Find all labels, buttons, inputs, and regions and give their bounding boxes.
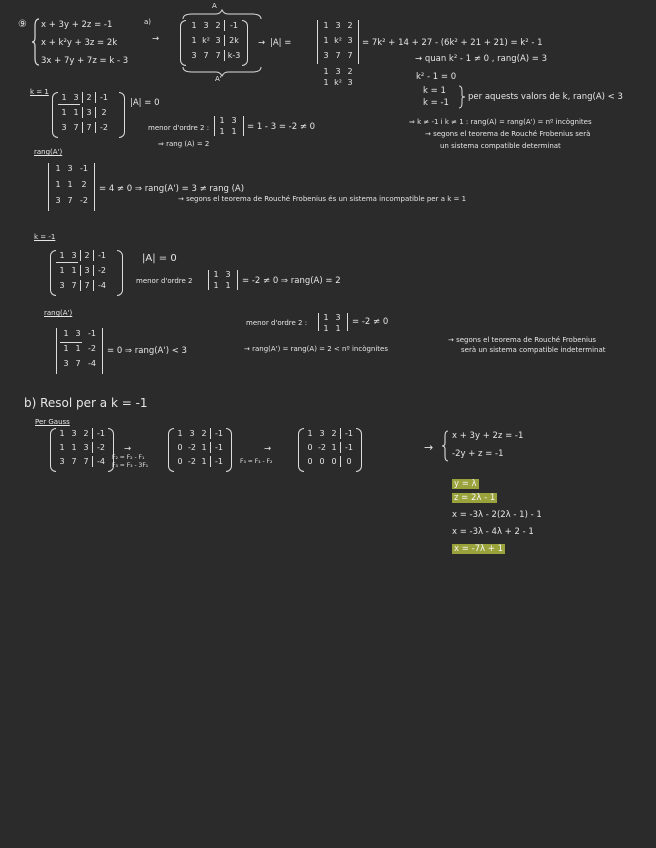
km1-minor-text-2: menor d'ordre 2 :: [246, 319, 308, 327]
case-k1-label: k = 1: [30, 88, 49, 96]
sol-y: y = λ: [454, 479, 477, 489]
k1-minor3: 1 3 -1 1 1 2 3 7 -2: [55, 164, 88, 205]
roots-note: per aquests valors de k, rang(A) < 3: [468, 92, 623, 102]
k1-minor-result: = 1 - 3 = -2 ≠ 0: [247, 122, 316, 132]
aug-matrix-left-paren: [180, 20, 186, 66]
gauss-op-2: F₃ = F₃ - 3F₁: [112, 462, 149, 469]
k1-matrix-right-paren: [119, 92, 125, 138]
k1-minor: 1 3 1 1: [219, 116, 237, 136]
det-matrix: 1 3 2 1 k² 3 3 7 7: [323, 21, 353, 60]
km1-minor2-result: = -2 ≠ 0: [352, 317, 389, 327]
km1-minor3: 1 3 -1 1 1 -2 3 7 -4: [63, 329, 96, 368]
part-b-heading: b) Resol per a k = -1: [24, 396, 148, 410]
k1-minor3-note: → segons el teorema de Rouché Frobenius és un sistema incompatible per a k = 1: [178, 195, 467, 203]
km1-minor-marker: [56, 262, 78, 263]
det-repeat-rows: 1 3 2 1 k² 3: [323, 67, 353, 87]
sol-x-step-1: x = -3λ - 2(2λ - 1) - 1: [452, 510, 542, 520]
label-matrix-A-prime: A': [215, 75, 222, 83]
km1-minor3-bar-right: [102, 328, 103, 374]
gauss-arrow-1: →: [124, 444, 132, 454]
km1-minor3-marker: [60, 342, 82, 343]
gauss-m2-right-paren: [226, 428, 232, 472]
det-result: = 7k² + 14 + 27 - (6k² + 21 + 21) = k² - 1: [362, 38, 543, 48]
gauss-op-3: F₃ = F₃ - F₂: [240, 458, 273, 465]
km1-minor3-result: = 0 ⇒ rang(A') < 3: [107, 346, 187, 356]
aug-matrix: 1 3 2 -1 1 k² 3 2k 3 7 7 k-3: [188, 20, 243, 61]
km1-minor: 1 3 1 1: [213, 270, 231, 290]
k1-minor-bar-left: [214, 116, 215, 136]
aug-matrix-right-paren: [242, 20, 248, 66]
km1-matrix-right-paren: [117, 250, 123, 296]
gauss-arrow-3: →: [424, 441, 434, 454]
arrow-1: →: [152, 34, 160, 44]
k1-minor3-bar-right: [94, 163, 95, 211]
conclusion-3: un sistema compatible determinat: [440, 142, 561, 150]
gauss-op-1: F₂ = F₂ - F₁: [112, 454, 145, 461]
k1-matrix: 1 3 2 -1 1 1 3 2 3 7 7 -2: [58, 92, 112, 133]
km1-rank-note-1: → segons el teorema de Rouché Frobenius: [448, 336, 597, 344]
solve-eq: k² - 1 = 0: [416, 72, 457, 82]
problem-number: ⑨: [18, 19, 27, 30]
sol-x: x = -7λ + 1: [454, 544, 503, 554]
km1-minor3-bar-left: [56, 328, 57, 374]
det-bar-left: [317, 20, 318, 64]
gauss-m2: 1 3 2 -1 0 -2 1 -1 0 -2 1 -1: [174, 428, 227, 467]
system-brace: [32, 18, 40, 66]
km1-minor-bar-left: [208, 270, 209, 290]
gauss-arrow-2: →: [264, 444, 272, 454]
km1-minor-result: = -2 ≠ 0 ⇒ rang(A) = 2: [242, 276, 341, 286]
brace-A: [182, 10, 262, 20]
label-a: a): [144, 18, 152, 26]
km1-rank-prime-label: rang(A'): [44, 309, 73, 317]
km1-matrix: 1 3 2 -1 1 1 3 -2 3 7 7 -4: [56, 250, 110, 291]
k1-minor3-result: = 4 ≠ 0 ⇒ rang(A') = 3 ≠ rang (A): [99, 184, 245, 194]
label-matrix-A: A: [212, 2, 217, 10]
conclusion-2: → segons el teorema de Rouché Frobenius serà: [425, 130, 591, 138]
conclusion-1: ⇒ k ≠ -1 i k ≠ 1 : rang(A) = rang(A') = nº incògnites: [409, 118, 592, 126]
km1-minor-text: menor d'ordre 2: [136, 277, 193, 285]
sol-z: z = 2λ - 1: [454, 493, 496, 503]
case-km1-label: k = -1: [34, 233, 56, 241]
k1-det-zero: |A| = 0: [130, 98, 160, 108]
det-bar-right: [358, 20, 359, 64]
km1-rank-result: → rang(A') = rang(A) = 2 < nº incògnites: [244, 345, 389, 353]
system-eq-1: x + 3y + 2z = -1: [41, 20, 113, 30]
km1-rank-note-2: serà un sistema compatible indeterminat: [461, 346, 606, 354]
root-1: k = 1: [423, 86, 446, 96]
k1-minor-text: menor d'ordre 2 :: [148, 124, 210, 132]
k1-minor-bar-right: [243, 116, 244, 136]
roots-brace: [459, 85, 465, 109]
gauss-label: Per Gauss: [35, 418, 70, 426]
km1-minor-bar-right: [237, 270, 238, 290]
gauss-m1: 1 3 2 -1 1 1 3 -2 3 7 7 -4: [56, 428, 109, 467]
sol-x-step-2: x = -3λ - 4λ + 2 - 1: [452, 527, 534, 537]
det-label: |A| =: [270, 38, 292, 48]
reduced-brace: [442, 430, 448, 462]
system-eq-3: 3x + 7y + 7z = k - 3: [41, 56, 129, 66]
k1-rank-A: ⇒ rang (A) = 2: [158, 140, 210, 148]
brace-A-prime: [182, 66, 262, 76]
km1-minor2-bar-right: [347, 313, 348, 331]
arrow-2: →: [258, 38, 266, 48]
det-note: → quan k² - 1 ≠ 0 , rang(A) = 3: [415, 54, 548, 64]
gauss-m3-right-paren: [356, 428, 362, 472]
k1-minor-marker: [58, 104, 80, 105]
root-2: k = -1: [423, 98, 449, 108]
km1-det-zero: |A| = 0: [142, 253, 177, 264]
km1-minor2: 1 3 1 1: [323, 313, 341, 333]
reduced-eq-1: x + 3y + 2z = -1: [452, 431, 524, 441]
km1-minor2-bar-left: [318, 313, 319, 331]
system-eq-2: x + k²y + 3z = 2k: [41, 38, 118, 48]
gauss-m3: 1 3 2 -1 0 -2 1 -1 0 0 0 0: [304, 428, 357, 467]
k1-minor3-bar-left: [48, 163, 49, 211]
k1-rank-prime-label: rang(A'): [34, 148, 63, 156]
reduced-eq-2: -2y + z = -1: [452, 449, 504, 459]
